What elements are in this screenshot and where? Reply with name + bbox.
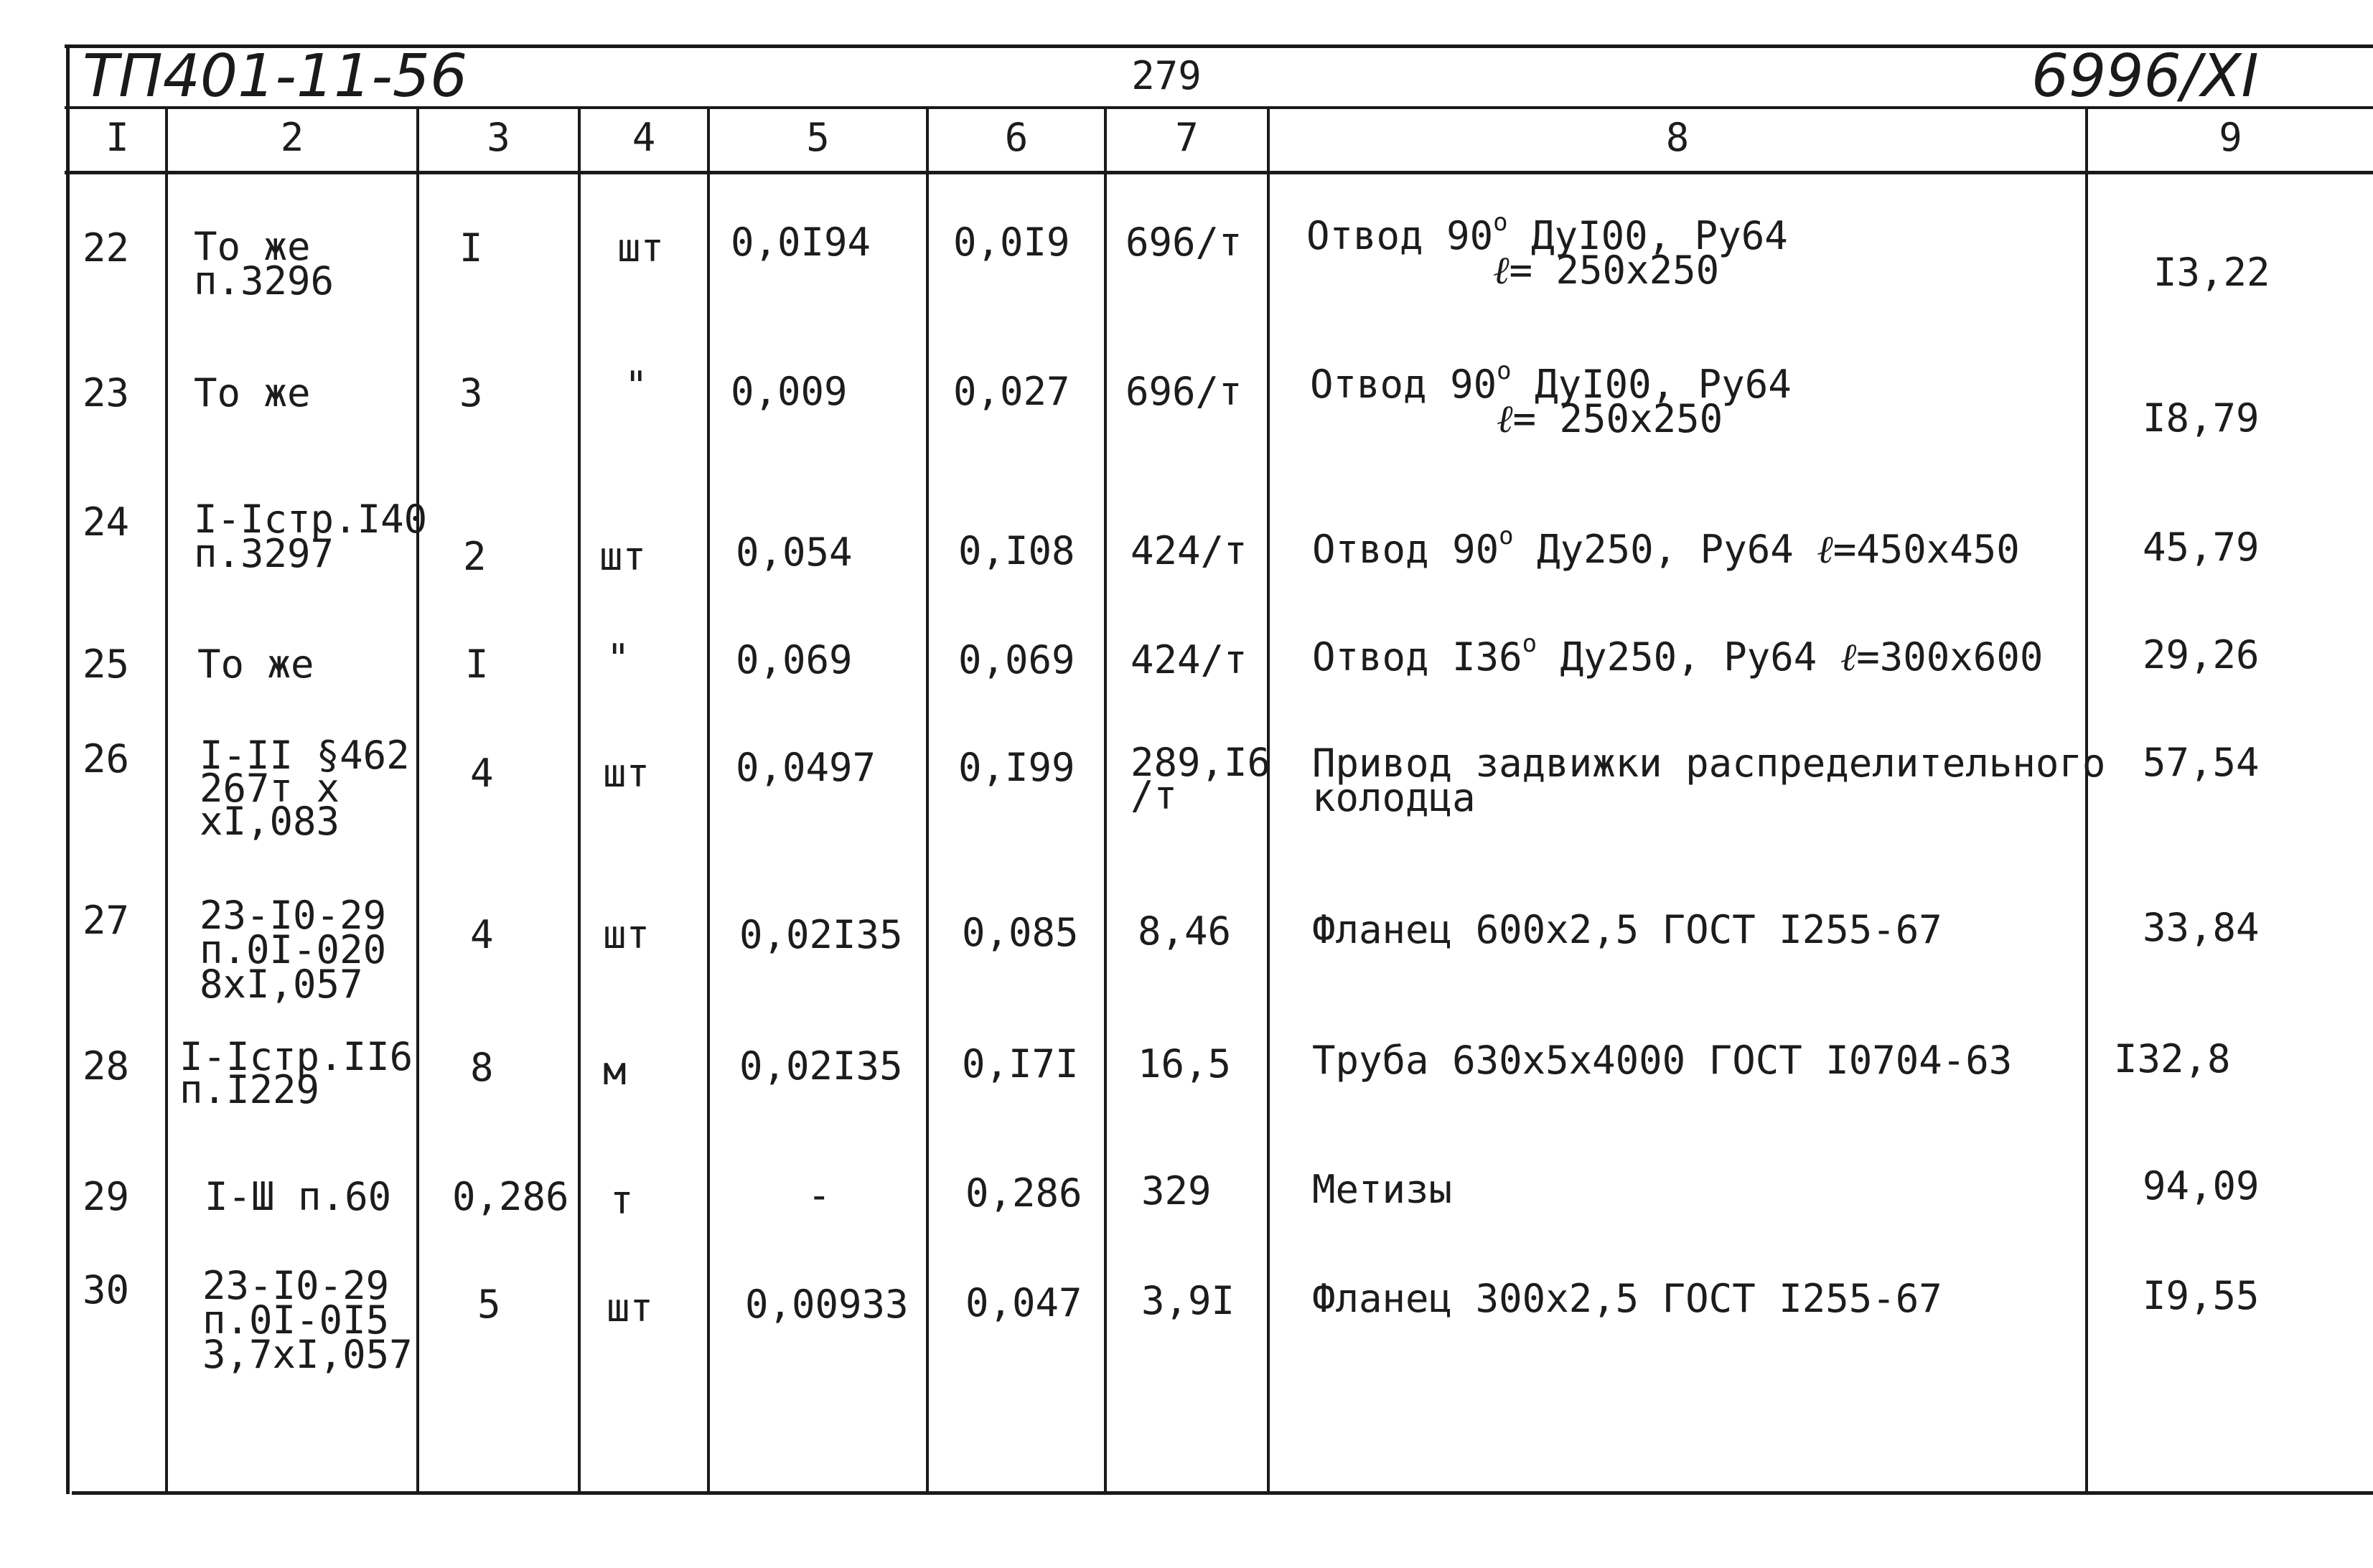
col-divider [707,106,710,1494]
description-cell [1312,629,2044,680]
length-symbol: ℓ [1493,248,1510,293]
description-line: Фланец 300х2,5 ГОСТ I255-67 [1312,1276,1942,1321]
reference-line: п.0I-0I5 [202,1297,390,1343]
quantity-cell: 3 [459,370,483,416]
description-dimensions: =300х600 [1856,634,2044,680]
degree-mark: о [1493,208,1508,237]
unit-cell: " [607,636,630,681]
row-number: 24 [83,499,130,545]
column-header: 7 [1175,115,1199,160]
price-line: 424/т [1131,637,1248,682]
reference-line: 8хI,057 [200,962,363,1007]
cost-cell: 33,84 [2143,905,2260,950]
price-cell [1138,1041,1232,1086]
reference-line: п.3296 [194,258,334,304]
reference-line: п.0I-020 [200,927,387,972]
row-number: 22 [83,225,130,271]
unit-cell: шт [607,1285,654,1330]
unit-cell: " [624,363,648,408]
col-divider [165,106,168,1494]
unit-mass-cell: 0,054 [736,530,853,575]
unit-mass-cell: 0,069 [736,637,853,682]
price-line: 289,I6 [1131,740,1271,785]
price-line: 3,9I [1141,1278,1235,1323]
description-cell [1312,1276,1942,1321]
quantity-cell: 5 [477,1282,501,1327]
description-line: Фланец 600х2,5 ГОСТ I255-67 [1312,907,1942,952]
description-text: Отвод [1312,634,1453,680]
price-cell [1131,637,1248,682]
unit-cell: шт [599,534,647,579]
unit-cell: шт [603,751,650,796]
description-angle: 90 [1446,213,1494,258]
document-code: ТП401-11-56 [83,42,468,111]
col-divider-left [66,44,70,1494]
description-text: ДуI00, Ру64 [1511,362,1792,407]
description-line: Труба 630х5х4000 ГОСТ I0704-63 [1312,1038,2013,1083]
unit-cell: м [603,1048,627,1094]
description-text: Ду250, Ру64 [1513,527,1817,572]
reference-line: хI,083 [200,799,340,844]
cost-cell: 94,09 [2143,1163,2260,1208]
row-number: 23 [83,370,130,416]
row-number: 30 [83,1267,130,1313]
total-mass-cell: 0,027 [953,369,1070,414]
degree-mark: о [1497,357,1512,385]
reference-line: То же [194,224,311,269]
reference-cell [205,1174,392,1219]
header-rule [65,171,2373,174]
col-divider [578,106,581,1494]
col-divider [926,106,929,1494]
price-line: 696/т [1125,220,1242,265]
reference-line: То же [197,642,314,687]
reference-line: п.3297 [194,531,334,576]
description-dimensions: =450х450 [1833,527,2020,572]
description-line: Привод задвижки распределительного [1312,741,2106,786]
description-dimensions: = 250х250 [1509,248,1720,293]
description-cell [1312,907,1942,952]
row-number: 27 [83,898,130,943]
inventory-number: 6996/XI [2031,42,2259,111]
unit-cell: шт [617,225,665,271]
reference-line: I-Iстр.I40 [194,497,428,542]
description-dimensions: = 250х250 [1512,396,1723,441]
total-mass-cell: 0,085 [962,910,1079,955]
col-divider [1104,106,1107,1494]
quantity-cell: 4 [470,912,494,957]
column-header: 6 [1004,115,1029,160]
description-cell [1312,522,2020,572]
column-header: 5 [806,115,830,160]
description-text: ДуI00, Ру64 [1507,213,1788,258]
cost-cell: 57,54 [2143,740,2260,785]
quantity-cell: 0,286 [452,1174,569,1219]
reference-line: I-Ш п.60 [205,1174,392,1219]
reference-line: 23-I0-29 [200,893,387,938]
degree-mark: о [1522,629,1537,658]
cost-cell: I32,8 [2114,1036,2231,1081]
reference-cell [197,644,314,685]
description-angle: 90 [1452,527,1499,572]
unit-mass-cell: - [808,1173,831,1218]
cost-cell: I9,55 [2143,1273,2260,1318]
price-cell [1125,222,1242,263]
price-cell [1131,740,1271,818]
row-number: 28 [83,1043,130,1089]
column-header: 4 [632,115,656,160]
reference-line: I-Iстр.II6 [179,1034,413,1079]
unit-mass-cell: 0,009 [731,369,848,414]
cost-cell: I8,79 [2143,395,2260,441]
price-line: 8,46 [1138,909,1232,954]
price-line: /т [1131,773,1178,818]
row-number: 29 [83,1174,130,1219]
price-line: 16,5 [1138,1041,1232,1086]
column-header: 3 [487,115,510,160]
length-symbol: ℓ [1817,527,1833,572]
description-text: Ду250, Ру64 [1537,634,1840,680]
description-text: Отвод [1312,527,1453,572]
description-cell [1312,1167,1453,1212]
total-mass-cell: 0,286 [965,1170,1082,1216]
unit-cell: шт [603,912,650,957]
description-line: Метизы [1312,1167,1453,1212]
unit-cell: т [610,1178,634,1223]
quantity-cell: 2 [463,534,487,579]
reference-line: 3,7хI,057 [202,1332,413,1377]
description-angle: 90 [1450,362,1497,407]
price-cell [1131,528,1248,573]
total-mass-cell: 0,I7I [962,1041,1079,1086]
reference-line: То же [194,370,311,416]
cost-cell: I3,22 [2153,250,2270,295]
price-line: 424/т [1131,528,1248,573]
price-cell [1125,369,1242,414]
unit-mass-cell: 0,0497 [736,745,876,790]
column-header: 8 [1665,115,1690,160]
description-line: колодца [1312,775,1476,820]
cost-cell: 45,79 [2143,525,2260,570]
price-cell [1138,911,1231,952]
price-line: 329 [1141,1168,1212,1213]
description-cell [1306,208,1788,293]
reference-cell [179,1034,413,1112]
total-mass-cell: 0,069 [958,637,1075,682]
row-number: 25 [83,642,130,687]
row-number: 26 [83,736,130,781]
reference-cell [194,224,334,304]
description-text: Отвод [1306,213,1447,258]
length-symbol: ℓ [1497,396,1513,441]
cost-cell: 29,26 [2143,632,2260,677]
column-header: I [106,115,129,160]
reference-line: 23-I0-29 [202,1263,390,1308]
reference-cell [194,497,428,576]
reference-cell [202,1263,413,1377]
unit-mass-cell: 0,00933 [745,1282,909,1327]
reference-cell [200,733,410,844]
description-angle: I36 [1452,634,1522,680]
unit-mass-cell: 0,02I35 [739,1043,903,1089]
reference-line: п.I229 [179,1067,320,1112]
total-mass-cell: 0,047 [965,1280,1082,1325]
degree-mark: о [1499,522,1514,550]
length-symbol: ℓ [1840,634,1857,680]
reference-cell [200,893,387,1007]
description-cell [1312,1038,2013,1083]
column-header: 2 [280,115,304,160]
quantity-cell: I [459,225,483,271]
reference-line: I-II §462 [200,733,410,778]
description-cell [1310,357,1792,441]
total-mass-cell: 0,I99 [958,745,1075,790]
unit-mass-cell: 0,02I35 [739,912,903,957]
reference-line: 267т х [200,766,340,811]
column-header: 9 [2219,115,2242,160]
col-divider [416,106,419,1494]
reference-cell [194,370,311,416]
price-line: 696/т [1125,369,1242,414]
description-cell [1312,741,2106,820]
page-number: 279 [1131,53,1202,98]
price-cell [1141,1168,1212,1213]
quantity-cell: 4 [470,751,494,796]
quantity-cell: 8 [470,1045,494,1090]
total-mass-cell: 0,I08 [958,528,1075,573]
unit-mass-cell: 0,0I94 [731,220,871,265]
price-cell [1141,1278,1235,1323]
total-mass-cell: 0,0I9 [953,220,1070,265]
description-text: Отвод [1310,362,1451,407]
quantity-cell: I [465,642,489,687]
